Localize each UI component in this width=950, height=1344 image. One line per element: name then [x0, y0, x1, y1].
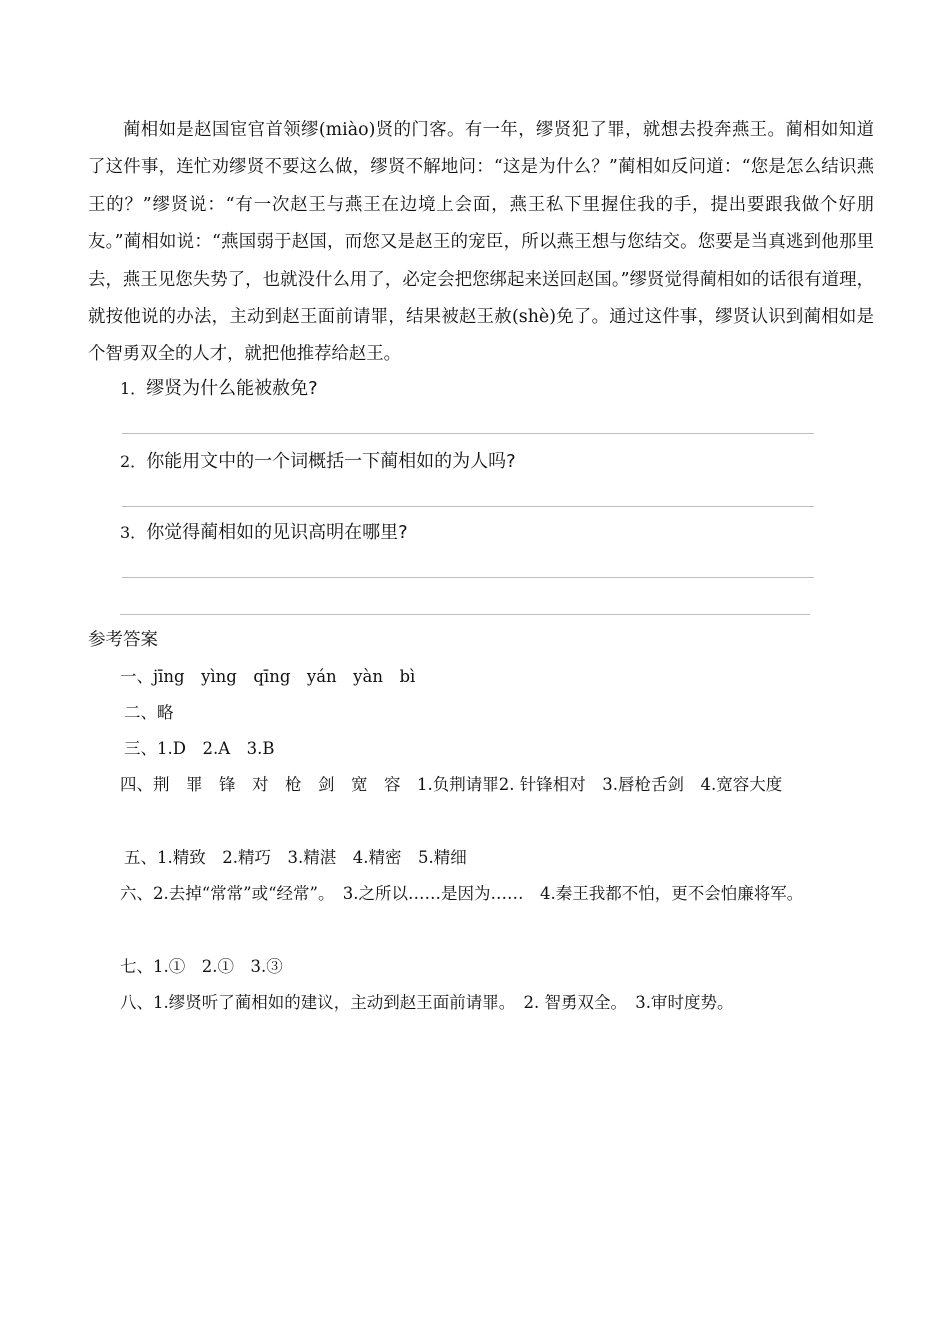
answer-item-8: 八、1.缪贤听了蔺相如的建议，主动到赵王面前请罪。 2. 智勇双全。 3.审时度势。: [120, 993, 734, 1012]
answer-line: [122, 506, 814, 507]
answer-item-1: 一、jīng yìng qīng yán yàn bì: [120, 667, 416, 686]
answer-item-3: 三、1.D 2.A 3.B: [124, 739, 275, 758]
answer-item-7: 七、1.① 2.① 3.③: [120, 957, 283, 976]
question-2: [120, 450, 516, 474]
question-number: 2．: [120, 452, 147, 471]
answer-item-2: 二、略: [124, 703, 174, 722]
question-1: [120, 377, 318, 401]
answer-item-5: 五、1.精致 2.精巧 3.精湛 4.精密 5.精细: [124, 848, 467, 867]
answer-line: [122, 433, 814, 434]
answer-item-4: 四、荆 罪 锋 对 枪 剑 宽 容 1.负荆请罪2. 针锋相对 3.唇枪舌剑 4.宽容大度: [120, 775, 783, 794]
question-number: 1．: [120, 379, 147, 398]
answer-line: [122, 577, 814, 578]
question-number: 3．: [120, 523, 147, 542]
reading-passage: 蔺相如是赵国宦官首领缪(miào)贤的门客。有一年，缪贤犯了罪，就想去投奔燕王。蔺相如知道了这件事，连忙劝缪贤不要这么做，缪贤不解地问：“这是为什么？”蔺相如反问道：“您是怎么结识燕王的？”缪贤说：“有一次赵王与燕王在边境上会面，燕王私下里握住我的手，提出要跟我做个好朋友。”蔺相如说：“燕国弱于赵国，而您又是赵王的宠臣，所以燕王想与您结交。您要是当真逃到他那里去，燕王见您失势了，也就没什么用了，必定会把您绑起来送回赵国。”缪贤觉得蔺相如的话很有道理，就按他说的办法，主动到赵王面前请罪，结果被赵王赦(shè)免了。通过这件事，缪贤认识到蔺相如是个智勇双全的人才，就把他推荐给赵王。: [88, 120, 874, 365]
question-text: 缪贤为什么能被赦免?: [146, 378, 318, 399]
question-text: 你能用文中的一个词概括一下蔺相如的为人吗?: [146, 451, 516, 472]
question-3: [120, 521, 408, 545]
question-text: 你觉得蔺相如的见识高明在哪里?: [146, 522, 408, 543]
answers-heading: 参考答案: [88, 630, 158, 650]
answer-line: [120, 614, 810, 615]
answer-item-6: 六、2.去掉“常常”或“经常”。 3.之所以……是因为…… 4.秦王我都不怕，更不会怕廉将军。: [120, 884, 804, 903]
